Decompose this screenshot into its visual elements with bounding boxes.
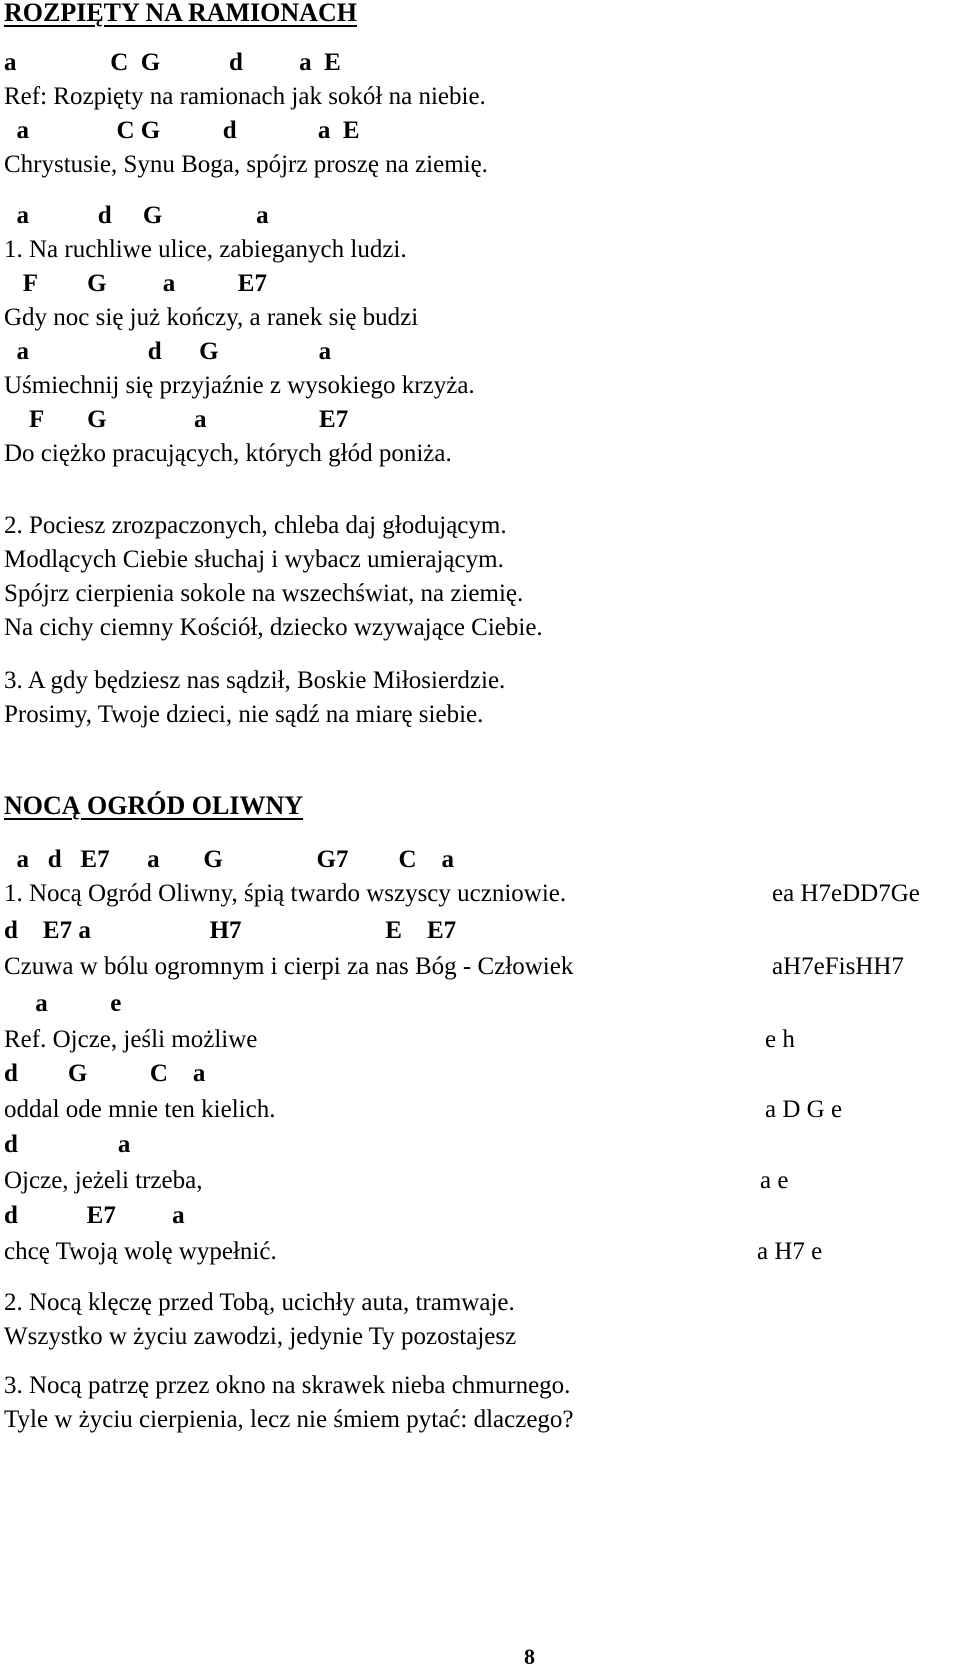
lyric-line: oddal ode mnie ten kielich.	[4, 1096, 276, 1123]
right-chord-note: a D G e	[765, 1096, 843, 1123]
lyric-line: 3. Nocą patrzę przez okno na skrawek nieba chmurnego.	[4, 1372, 571, 1399]
lyric-line: 2. Nocą klęczę przed Tobą, ucichły auta, tramwaje.	[4, 1289, 515, 1316]
chord-line: a C G d a E	[4, 49, 341, 76]
lyric-line: 2. Pociesz zrozpaczonych, chleba daj głodującym.	[4, 512, 507, 539]
right-chord-note: a e	[760, 1167, 789, 1194]
lyric-line: Czuwa w bólu ogromnym i cierpi za nas Bóg - Człowiek	[4, 953, 574, 980]
lyric-line: Spójrz cierpienia sokole na wszechświat, na ziemię.	[4, 580, 524, 607]
lyric-line: Tyle w życiu cierpienia, lecz nie śmiem pytać: dlaczego?	[4, 1406, 574, 1433]
lyric-line: Gdy noc się już kończy, a ranek się budzi	[4, 304, 419, 331]
chord-line: F G a E7	[4, 270, 267, 297]
song-title: NOCĄ OGRÓD OLIWNY	[4, 791, 304, 820]
lyric-line: Uśmiechnij się przyjaźnie z wysokiego krzyża.	[4, 372, 475, 399]
chord-line: a d E7 a G G7 C a	[4, 846, 455, 873]
lyric-line: Modlących Ciebie słuchaj i wybacz umierającym.	[4, 546, 504, 573]
lyric-line: Ojcze, jeżeli trzeba,	[4, 1167, 203, 1194]
lyric-line: Prosimy, Twoje dzieci, nie sądź na miarę siebie.	[4, 701, 484, 728]
right-chord-note: a H7 e	[757, 1238, 823, 1265]
chord-line: a e	[4, 990, 122, 1017]
chord-line: d G C a	[4, 1060, 206, 1087]
right-chord-note: ea H7eDD7Ge	[772, 880, 920, 907]
lyric-line: Chrystusie, Synu Boga, spójrz proszę na ziemię.	[4, 151, 488, 178]
chord-line: F G a E7	[4, 406, 349, 433]
lyric-line: Do ciężko pracujących, których głód poniża.	[4, 440, 452, 467]
right-chord-note: aH7eFisHH7	[772, 953, 904, 980]
right-chord-note: e h	[765, 1026, 795, 1053]
lyric-line: chcę Twoją wolę wypełnić.	[4, 1238, 277, 1265]
lyric-line: Ref. Ojcze, jeśli możliwe	[4, 1026, 258, 1053]
lyric-line: 3. A gdy będziesz nas sądził, Boskie Miłosierdzie.	[4, 667, 506, 694]
lyric-line: 1. Nocą Ogród Oliwny, śpią twardo wszyscy uczniowie.	[4, 880, 567, 907]
chord-line: d E7 a	[4, 1202, 185, 1229]
song-title: ROZPIĘTY NA RAMIONACH	[4, 0, 357, 27]
chord-line: a C G d a E	[4, 117, 360, 144]
chord-line: a d G a	[4, 338, 332, 365]
lyric-line: Ref: Rozpięty na ramionach jak sokół na niebie.	[4, 83, 486, 110]
lyric-line: Wszystko w życiu zawodzi, jedynie Ty pozostajesz	[4, 1323, 517, 1350]
page-number: 8	[524, 1644, 535, 1669]
chord-line: a d G a	[4, 202, 269, 229]
lyric-line: 1. Na ruchliwe ulice, zabieganych ludzi.	[4, 236, 407, 263]
lyric-line: Na cichy ciemny Kościół, dziecko wzywające Ciebie.	[4, 614, 543, 641]
chord-line: d E7 a H7 E E7	[4, 917, 457, 944]
chord-line: d a	[4, 1131, 131, 1158]
